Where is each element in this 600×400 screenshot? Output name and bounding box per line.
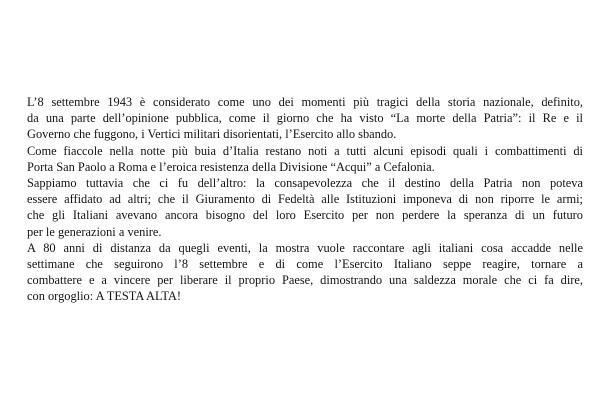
text-line-6: Sappiamo tuttavia che ci fu dell’altro: la consapevolezza che il destino della Patria non poteva [27,176,583,191]
text-line-9: per le generazioni a venire. [27,224,162,239]
text-line-10: A 80 anni di distanza da quegli eventi, la mostra vuole raccontare agli italiani cosa accadde nelle [27,240,583,255]
text-line-13: con orgoglio: A TESTA ALTA! [27,289,182,304]
text-line-8: che gli Italiani avevano ancora bisogno del loro Esercito per non perdere la speranza di un futuro [27,208,583,223]
text-line-4: Come fiaccole nella notte più buia d’Italia restano noti a tutti alcuni episodi quali i combattimenti di [27,143,583,158]
text-line-3: Governo che fuggono, i Vertici militari disorientati, l’Esercito allo sbando. [27,127,397,142]
text-line-12: combattere e a vincere per liberare il proprio Paese, dimostrando una saldezza morale che ci fa dire, [27,273,583,288]
text-line-2: da una parte dell’opinione pubblica, come il giorno che ha visto “La morte della Patria”: il Re e il [27,111,583,126]
text-line-1: L’8 settembre 1943 è considerato come uno dei momenti più tragici della storia nazionale, definito, [27,95,583,109]
text-line-7: essere affidato ad altri; che il Giuramento di Fedeltà alle Istituzioni imponeva di non riporre le armi; [27,192,583,207]
document-text [27,94,583,305]
text-line-11: settimane che seguirono l’8 settembre e di come l’Esercito Italiano seppe reagire, tornare a [27,257,583,272]
text-line-5: Porta San Paolo a Roma e l’eroica resistenza della Divisione “Acqui” a Cefalonia. [27,159,435,174]
